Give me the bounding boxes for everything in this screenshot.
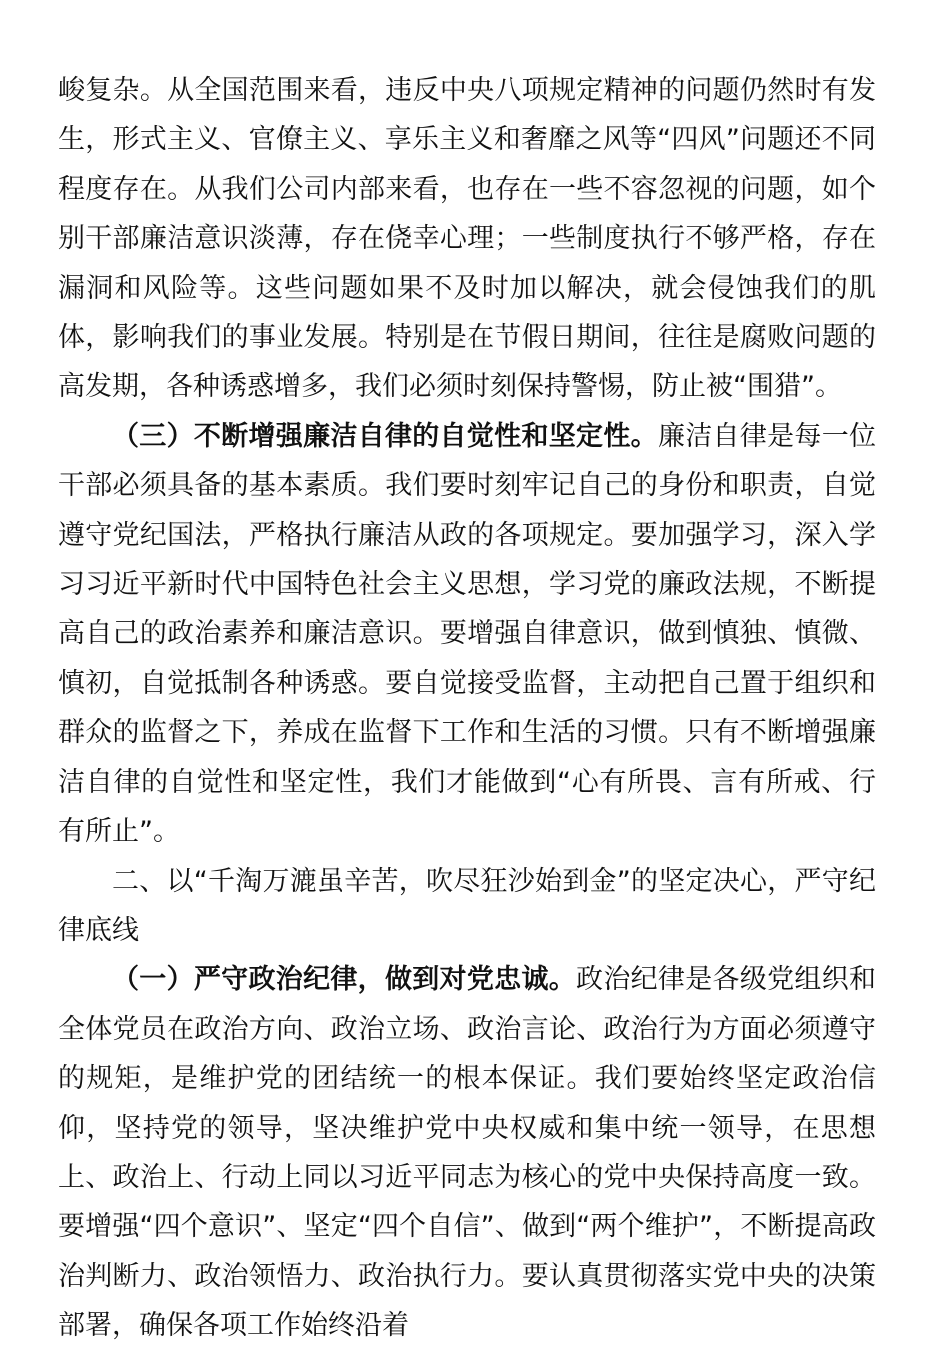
section-heading: （一）严守政治纪律，做到对党忠诚。 (112, 964, 577, 996)
chapter-heading-text: 二、以“千淘万漉虽辛苦，吹尽狂沙始到金”的坚定决心，严守纪律底线 (58, 865, 876, 946)
paragraph-section-1 (58, 955, 876, 1350)
paragraph-continuation (58, 66, 876, 412)
paragraph-text: 政治纪律是各级党组织和全体党员在政治方向、政治立场、政治言论、政治行为方面必须遵守的规矩，是维护党的团结统一的根本保证。我们要始终坚定政治信仰，坚持党的领导，坚决维护党中央权威和集中统一领导，在思想上、政治上、行动上同以习近平同志为核心的党中央保持高度一致。要增强“四个意识”、坚定“四个自信”、做到“两个维护”，不断提高政治判断力、政治领悟力、政治执行力。要认真贯彻落实党中央的决策部署，确保各项工作始终沿着 (58, 964, 877, 1342)
paragraph-text: 廉洁自律是每一位干部必须具备的基本素质。我们要时刻牢记自己的身份和职责，自觉遵守党纪国法，严格执行廉洁从政的各项规定。要加强学习，深入学习习近平新时代中国特色社会主义思想，学习党的廉政法规，不断提高自己的政治素养和廉洁意识。要增强自律意识，做到慎独、慎微、慎初，自觉抵制各种诱惑。要自觉接受监督，主动把自己置于组织和群众的监督之下，养成在监督下工作和生活的习惯。只有不断增强廉洁自律的自觉性和坚定性，我们才能做到“心有所畏、言有所戒、行有所止”。 (58, 420, 877, 848)
document-page (58, 66, 876, 1351)
chapter-heading-2 (58, 857, 876, 956)
section-heading: （三）不断增强廉洁自律的自觉性和坚定性。 (112, 420, 658, 452)
paragraph-text: 峻复杂。从全国范围来看，违反中央八项规定精神的问题仍然时有发生，形式主义、官僚主义、享乐主义和奢靡之风等“四风”问题还不同程度存在。从我们公司内部来看，也存在一些不容忽视的问题，如个别干部廉洁意识淡薄，存在侥幸心理；一些制度执行不够严格，存在漏洞和风险等。这些问题如果不及时加以解决，就会侵蚀我们的肌体，影响我们的事业发展。特别是在节假日期间，往往是腐败问题的高发期，各种诱惑增多，我们必须时刻保持警惕，防止被“围猎”。 (58, 75, 876, 403)
paragraph-section-3 (58, 412, 876, 857)
